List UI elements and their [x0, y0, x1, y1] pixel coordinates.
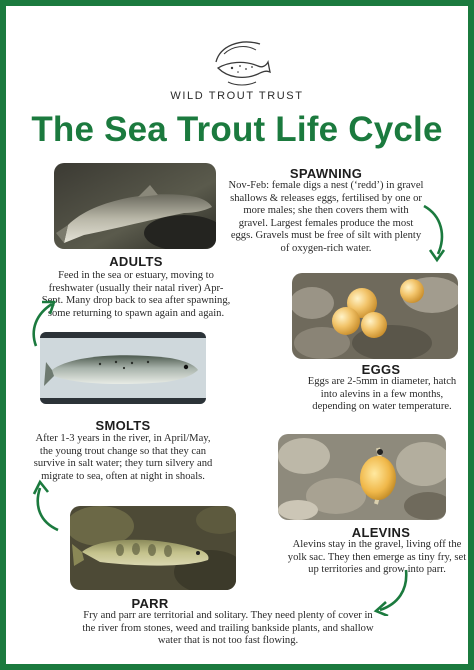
spawning-text: Nov-Feb: female digs a nest (‘redd’) in gravel shallows & releases eggs, fertilised by one or more males; she then covers them with gravel. Largest females produce the most eggs. Gravels must be free of silt with plenty of oxygen-rich water.	[228, 180, 424, 254]
parr-title: PARR	[131, 596, 169, 611]
alevin-photo	[278, 434, 446, 520]
cycle-arrow-icon	[420, 202, 450, 266]
page-title: The Sea Trout Life Cycle	[31, 110, 443, 149]
adults-title: ADULTS	[109, 254, 163, 269]
trout-logo-icon	[210, 32, 274, 88]
spawning-title: SPAWNING	[289, 166, 363, 181]
cycle-arrow-icon	[28, 476, 62, 536]
adult-trout-photo	[54, 163, 216, 249]
smolts-text: After 1-3 years in the river, in April/May, the young trout change so that they can survive in salt water; they turn silvery and migrate to sea, often at night in shoals.	[33, 433, 213, 482]
eggs-photo	[292, 273, 458, 359]
org-name: WILD TROUT TRUST	[170, 90, 304, 102]
cycle-arrow-icon	[26, 294, 62, 354]
cycle-arrow-icon	[366, 566, 414, 616]
parr-photo	[70, 506, 236, 590]
parr-text: Fry and parr are territorial and solitary. They need plenty of cover in the river from stones, weed and trailing bankside plants, and shallow water that is not too fast flowing.	[82, 610, 374, 647]
alevins-title: ALEVINS	[351, 525, 411, 540]
eggs-text: Eggs are 2-5mm in diameter, hatch into alevins in a few months, depending on water temperature.	[307, 376, 457, 413]
adults-text: Feed in the sea or estuary, moving to freshwater (usually their natal river) Apr-Sept. Many drop back to sea after spawning, some returning to spawn again and again.	[41, 270, 231, 319]
alevins-text: Alevins stay in the gravel, living off the yolk sac. They then emerge as tiny fry, set up territories and grow into parr.	[287, 539, 467, 576]
eggs-title: EGGS	[361, 362, 401, 377]
smolt-photo	[40, 332, 206, 404]
smolts-title: SMOLTS	[95, 418, 151, 433]
